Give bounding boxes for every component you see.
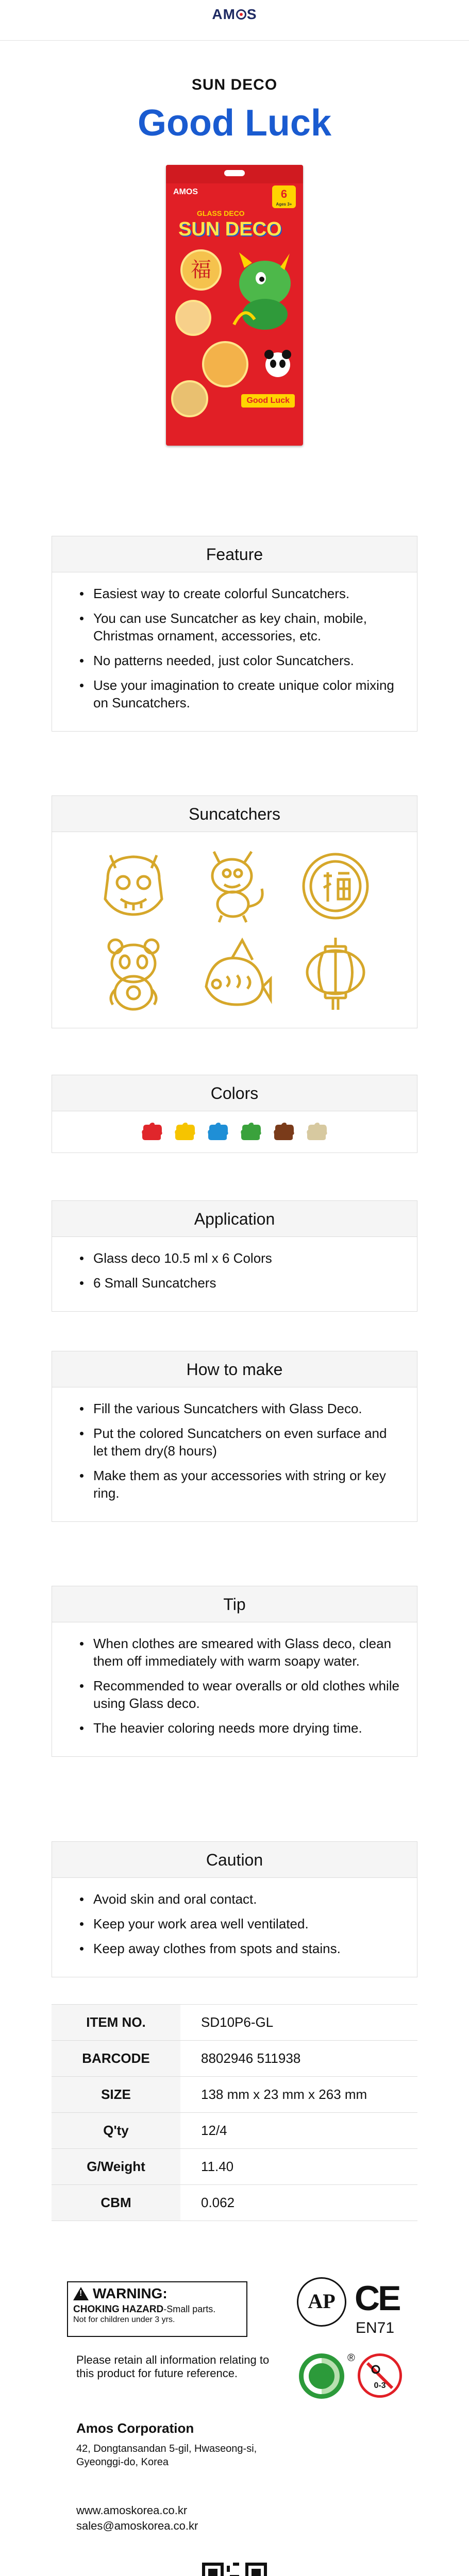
spec-key: G/Weight [52, 2149, 180, 2185]
spec-value: 0.062 [180, 2185, 417, 2221]
ce-mark-icon: CE [355, 2279, 399, 2318]
warning-hazard: CHOKING HAZARD [73, 2304, 164, 2315]
age-warning-text: 0-3 [374, 2381, 386, 2390]
table-row [52, 2185, 417, 2221]
email-link[interactable]: sales@amoskorea.co.kr [76, 2519, 198, 2532]
caution-section [52, 1841, 417, 1977]
suncatcher-grid [52, 832, 417, 1028]
color-swatch [240, 1123, 262, 1141]
list-item: Avoid skin and oral contact. [68, 1890, 401, 1908]
retain-info-note: Please retain all information relating to this product for future reference. [76, 2353, 270, 2380]
table-row [52, 2149, 417, 2185]
colors-heading: Colors [52, 1075, 417, 1111]
product-title: Good Luck [138, 103, 331, 144]
qr-code[interactable] [202, 2563, 267, 2576]
warning-hazard-rest: -Small parts. [163, 2304, 216, 2314]
application-section [52, 1200, 417, 1312]
spec-value: SD10P6-GL [180, 2005, 417, 2041]
box-disc-bottom [171, 380, 208, 417]
how-to-make-heading: How to make [52, 1351, 417, 1387]
suncatcher-lantern [285, 930, 386, 1018]
box-hanger [166, 165, 303, 183]
tip-section [52, 1586, 417, 1757]
list-item: Fill the various Suncatchers with Glass Deco. [68, 1400, 401, 1417]
list-item: 6 Small Suncatchers [68, 1274, 401, 1292]
suncatcher-lion-dance [83, 842, 184, 930]
amos-logo[interactable] [0, 6, 469, 23]
spec-key: BARCODE [52, 2041, 180, 2077]
color-swatch-row [52, 1111, 417, 1153]
suncatchers-heading: Suncatchers [52, 796, 417, 832]
lion-dance-icon [95, 848, 172, 925]
suncatcher-fortune-medallion [285, 842, 386, 930]
suncatcher-koi-fish [184, 930, 285, 1018]
box-dragon-illustration [224, 247, 301, 335]
suncatcher-dragon [184, 842, 285, 930]
list-item: Keep your work area well ventilated. [68, 1915, 401, 1933]
feature-heading: Feature [52, 536, 417, 572]
list-item: No patterns needed, just color Suncatchers. [68, 652, 401, 669]
caution-heading: Caution [52, 1842, 417, 1878]
company-name: Amos Corporation [76, 2420, 194, 2436]
tip-list [68, 1635, 401, 1737]
table-row [52, 2113, 417, 2149]
spec-value: 11.40 [180, 2149, 417, 2185]
colors-section [52, 1075, 417, 1153]
suncatcher-panda [83, 930, 184, 1018]
color-swatch [273, 1123, 295, 1141]
ap-seal-text: AP [308, 2290, 336, 2313]
green-dot-arrows-icon [299, 2353, 344, 2399]
choking-hazard-warning [67, 2281, 247, 2337]
list-item: You can use Suncatcher as key chain, mobile, Christmas ornament, accessories, etc. [68, 609, 401, 645]
color-swatch [306, 1123, 328, 1141]
list-item: Make them as your accessories with string or key ring. [68, 1467, 401, 1502]
product-brand: SUN DECO [191, 76, 278, 93]
not-for-under-3-icon [358, 2353, 402, 2398]
lantern-icon [297, 935, 374, 1012]
list-item: Recommended to wear overalls or old clothes while using Glass deco. [68, 1677, 401, 1712]
green-dot-icon [299, 2353, 344, 2399]
table-row [52, 2077, 417, 2113]
list-item: Keep away clothes from spots and stains. [68, 1940, 401, 1957]
table-row [52, 2041, 417, 2077]
spec-key: SIZE [52, 2077, 180, 2113]
logo-text-prefix: AM [212, 6, 236, 22]
box-count: 6 [280, 188, 288, 200]
contact-info [76, 2503, 198, 2534]
panda-icon [95, 935, 172, 1012]
spec-key: ITEM NO. [52, 2005, 180, 2041]
box-count-badge [272, 185, 296, 208]
company-address: 42, Dongtansandan 5-gil, Hwaseong-si, Gyeonggi-do, Korea [76, 2443, 257, 2468]
feature-section [52, 536, 417, 732]
box-fortune-char: 福 [191, 258, 211, 282]
ap-seal-icon [297, 2277, 346, 2327]
application-list [68, 1249, 401, 1292]
spec-key: CBM [52, 2185, 180, 2221]
caution-list [68, 1890, 401, 1957]
logo-text-suffix: S [246, 6, 257, 22]
box-age-label: Ages 3+ [276, 202, 292, 207]
box-disc-small [175, 300, 211, 336]
list-item: When clothes are smeared with Glass deco, clean them off immediately with warm soapy water. [68, 1635, 401, 1670]
list-item: Easiest way to create colorful Suncatchers. [68, 585, 401, 602]
box-title-line2: SUN DECO [178, 218, 282, 240]
product-box-image [166, 165, 303, 446]
header-divider [0, 40, 469, 41]
application-heading: Application [52, 1201, 417, 1237]
how-to-make-section [52, 1351, 417, 1522]
logo-o-icon [236, 9, 246, 20]
feature-list [68, 585, 401, 711]
warning-age-note: Not for children under 3 yrs. [73, 2315, 175, 2324]
suncatchers-section [52, 795, 417, 1028]
koi-fish-icon [196, 935, 273, 1012]
website-link[interactable]: www.amoskorea.co.kr [76, 2504, 188, 2517]
fortune-medallion-icon [297, 848, 374, 925]
en71-label: EN71 [356, 2319, 395, 2336]
how-to-make-list [68, 1400, 401, 1502]
age-warning-icon [360, 2356, 399, 2395]
box-brand-logo: AMOS [173, 188, 198, 196]
spec-table [52, 2004, 417, 2221]
warning-title: WARNING: [93, 2285, 167, 2301]
color-swatch [207, 1123, 229, 1141]
spec-value: 12/4 [180, 2113, 417, 2149]
box-panda-illustration [260, 345, 296, 381]
dragon-icon [196, 848, 273, 925]
box-good-luck-label: Good Luck [241, 394, 295, 408]
box-title-line1: GLASS DECO [197, 209, 245, 217]
list-item: Use your imagination to create unique color mixing on Suncatchers. [68, 676, 401, 711]
spec-key: Q'ty [52, 2113, 180, 2149]
registered-mark: ® [347, 2352, 355, 2364]
list-item: The heavier coloring needs more drying time. [68, 1719, 401, 1737]
color-swatch [141, 1123, 163, 1141]
warning-triangle-icon [73, 2287, 89, 2300]
list-item: Put the colored Suncatchers on even surface and let them dry(8 hours) [68, 1425, 401, 1460]
color-swatch [174, 1123, 196, 1141]
spec-value: 8802946 511938 [180, 2041, 417, 2077]
tip-heading: Tip [52, 1586, 417, 1622]
box-disc-medium [202, 341, 248, 387]
box-fortune-disc [180, 249, 222, 291]
table-row [52, 2005, 417, 2041]
spec-value: 138 mm x 23 mm x 263 mm [180, 2077, 417, 2113]
list-item: Glass deco 10.5 ml x 6 Colors [68, 1249, 401, 1267]
